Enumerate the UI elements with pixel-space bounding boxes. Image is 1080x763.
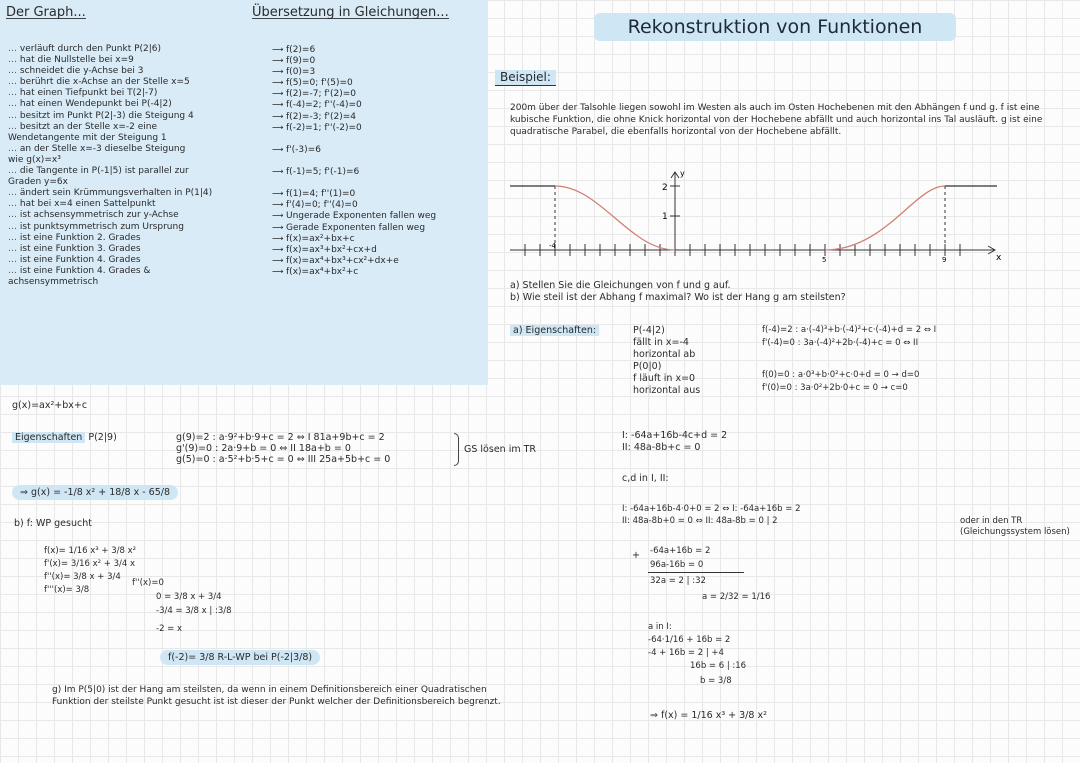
addition-4: a = 2/32 = 1/16 — [702, 592, 771, 602]
statement-item: … ist eine Funktion 3. Grades — [8, 244, 266, 255]
g-equation-3: g(5)=0 : a·5²+b·5+c = 0 ⇔ III 25a+5b+c = 0 — [176, 454, 391, 465]
equation-item: ⟶ f(-2)=1; f''(-2)=0 — [272, 122, 482, 133]
solve-step-2: -3/4 = 3/8 x | :3/8 — [156, 606, 232, 616]
page-title: Rekonstruktion von Funktionen — [594, 13, 956, 41]
equation-item — [272, 133, 482, 144]
curve-f — [555, 186, 675, 250]
wp-result — [160, 652, 320, 663]
statement-item: … ist achsensymmetrisch zur y-Achse — [8, 210, 266, 221]
statement-item: … berührt die x-Achse an der Stelle x=5 — [8, 77, 266, 88]
f-function: f(x)= 1/16 x³ + 3/8 x² — [44, 546, 137, 556]
solve-note: GS lösen im TR — [464, 444, 537, 455]
solve-step-1: 0 = 3/8 x + 3/4 — [156, 592, 222, 602]
statement-item: … ändert sein Krümmungsverhalten in P(1|4) — [8, 188, 266, 199]
properties-label: Eigenschaften — [12, 432, 85, 443]
example-label: Beispiel: — [495, 70, 556, 86]
a-sub-step-2: -4 + 16b = 2 | +4 — [648, 648, 724, 658]
g-result — [12, 487, 178, 498]
statement-item: … ist eine Funktion 4. Grades — [8, 255, 266, 266]
brace — [454, 433, 459, 466]
plus-sign: + — [632, 550, 640, 561]
question-b: b) Wie steil ist der Abhang f maximal? Wo ist der Hang g am steilsten? — [510, 292, 846, 303]
curve-g — [825, 186, 945, 250]
question-a: a) Stellen Sie die Gleichungen von f und g auf. — [510, 280, 731, 291]
statement-list — [8, 44, 266, 288]
part-b-label: b) f: WP gesucht — [14, 518, 92, 529]
a-properties-label — [510, 325, 599, 336]
property-item: P(0|0) — [633, 361, 662, 372]
statement-item: Wendetangente mit der Steigung 1 — [8, 132, 167, 143]
statement-item: … besitzt an der Stelle x=-2 eine — [8, 122, 266, 133]
f-third-derivative: f'''(x)= 3/8 — [44, 585, 90, 595]
a-substitution: a in I: — [648, 622, 672, 632]
statement-item: … schneidet die y-Achse bei 3 — [8, 66, 266, 77]
g-equation-1: g(9)=2 : a·9²+b·9+c = 2 ⇔ I 81a+9b+c = 2 — [176, 432, 385, 443]
equation-item: ⟶ f(x)=ax³+bx²+cx+d — [272, 244, 482, 255]
property-item: fällt in x=-4 — [633, 337, 689, 348]
translation-heading: Übersetzung in Gleichungen... — [252, 5, 449, 20]
property-item: horizontal ab — [633, 349, 696, 360]
solve-head: f''(x)=0 — [132, 578, 164, 588]
equation-item: ⟶ Ungerade Exponenten fallen weg — [272, 210, 482, 221]
f-second-derivative: f''(x)= 3/8 x + 3/4 — [44, 572, 121, 582]
statement-item: … an der Stelle x=-3 dieselbe Steigung — [8, 144, 266, 155]
addition-1: -64a+16b = 2 — [650, 546, 711, 556]
x-label-minus4: -4 — [549, 242, 556, 250]
statement-item: … ist eine Funktion 2. Grades — [8, 233, 266, 244]
statement-item: … besitzt im Punkt P(2|-3) die Steigung 4 — [8, 111, 266, 122]
eq-f-minus4: f(-4)=2 : a·(-4)³+b·(-4)²+c·(-4)+d = 2 ⇔ I — [762, 325, 937, 335]
equation-item: ⟶ f(x)=ax²+bx+c — [272, 233, 482, 244]
statement-item: … ist eine Funktion 4. Grades & — [8, 266, 266, 277]
equation-item: ⟶ f(1)=4; f''(1)=0 — [272, 188, 482, 199]
equation-item: ⟶ f'(-3)=6 — [272, 144, 482, 155]
property-item: P(-4|2) — [633, 325, 665, 336]
equation-item: ⟶ f(2)=6 — [272, 44, 482, 55]
substitute-note: c,d in I, II: — [622, 473, 669, 484]
statement-item: … hat einen Tiefpunkt bei T(2|-7) — [8, 88, 266, 99]
statement-item: … verläuft durch den Punkt P(2|6) — [8, 44, 266, 55]
addition-line — [648, 572, 744, 573]
statement-item: … die Tangente in P(-1|5) ist parallel zur — [8, 166, 266, 177]
x-axis-label: x — [996, 253, 1002, 263]
equation-item: ⟶ f(5)=0; f'(5)=0 — [272, 77, 482, 88]
solve-step-3: -2 = x — [156, 624, 183, 634]
statement-item: … ist punktsymmetrisch zum Ursprung — [8, 222, 266, 233]
g-general-form: g(x)=ax²+bx+c — [12, 400, 88, 411]
property-item: horizontal aus — [633, 385, 701, 396]
g-equation-2: g'(9)=0 : 2a·9+b = 0 ⇔ II 18a+b = 0 — [176, 443, 351, 454]
statement-item: … hat einen Wendepunkt bei P(-4|2) — [8, 99, 266, 110]
translation-table — [0, 0, 488, 385]
properties-point: P(2|9) — [88, 432, 117, 443]
f-first-derivative: f'(x)= 3/16 x² + 3/4 x — [44, 559, 135, 569]
function-graph — [505, 166, 1005, 266]
x-label-9: 9 — [942, 256, 947, 264]
statement-item: wie g(x)=x³ — [8, 154, 61, 165]
equation-item: ⟶ f(-1)=5; f'(-1)=6 — [272, 166, 482, 177]
equation-item: ⟶ f(9)=0 — [272, 55, 482, 66]
eq-f-0: f(0)=0 : a·0³+b·0²+c·0+d = 0 → d=0 — [762, 370, 920, 380]
g-result-highlight: ⇒ g(x) = -1/8 x² + 18/8 x - 65/8 — [12, 485, 178, 500]
system-eq-3: I: -64a+16b-4·0+0 = 2 ⇔ I: -64a+16b = 2 — [622, 504, 801, 514]
y-axis-label: y — [680, 169, 685, 178]
equation-item — [272, 155, 482, 166]
property-item: f läuft in x=0 — [633, 373, 696, 384]
a-properties-highlight: a) Eigenschaften: — [510, 325, 599, 336]
equation-item: ⟶ f'(4)=0; f''(4)=0 — [272, 199, 482, 210]
addition-3: 32a = 2 | :32 — [650, 576, 706, 586]
a-properties-list — [633, 325, 700, 397]
wp-result-highlight: f(-2)= 3/8 R-L-WP bei P(-2|3/8) — [160, 650, 320, 665]
example-intro: 200m über der Talsohle liegen sowohl im Westen als auch im Osten Hochebenen mit den Abhängen f und g. f ist eine kubische Funktion, die ohne Knick horizontal von der Hochebene abfällt und auch horizontal ins Tal ausläuft. g ist eine quadratische Parabel, die ebenfalls horizontal von der Hochebene abfällt. — [510, 103, 1043, 137]
system-eq-2: II: 48a-8b+c = 0 — [622, 442, 701, 453]
x-label-5: 5 — [822, 256, 827, 264]
equation-item: ⟶ f(2)=-3; f'(2)=4 — [272, 111, 482, 122]
equation-list — [272, 44, 482, 288]
equation-item — [272, 177, 482, 188]
y-label-1: 1 — [662, 212, 668, 222]
a-sub-step-4: b = 3/8 — [700, 676, 732, 686]
equation-item: ⟶ f(x)=ax⁴+bx²+c — [272, 266, 482, 277]
a-sub-step-3: 16b = 6 | :16 — [690, 661, 747, 671]
statement-item: … hat bei x=4 einen Sattelpunkt — [8, 199, 266, 210]
equation-item — [272, 277, 482, 288]
system-eq-1: I: -64a+16b-4c+d = 2 — [622, 430, 728, 441]
equation-item: ⟶ f(x)=ax⁴+bx³+cx²+dx+e — [272, 255, 482, 266]
a-sub-step-1: -64·1/16 + 16b = 2 — [648, 635, 731, 645]
addition-2: 96a-16b = 0 — [650, 560, 704, 570]
equation-item: ⟶ f(0)=3 — [272, 66, 482, 77]
statement-item: … hat die Nullstelle bei x=9 — [8, 55, 266, 66]
properties-line — [12, 432, 117, 443]
part-g-note: g) Im P(5|0) ist der Hang am steilsten, da wenn in einem Definitionsbereich einer Quadratischen Funktion der steilste Punkt gesucht ist ist dieser der Punkt welcher der Definitionsbereich begrenzt. — [52, 685, 501, 707]
system-tr-note: oder in den TR (Gleichungssystem lösen) — [960, 516, 1070, 537]
statement-item: Graden y=6x — [8, 177, 68, 188]
system-eq-4: II: 48a-8b+0 = 0 ⇔ II: 48a-8b = 0 | 2 — [622, 516, 778, 526]
equation-item: ⟶ f(2)=-7; f'(2)=0 — [272, 88, 482, 99]
eq-fprime-0: f'(0)=0 : 3a·0²+2b·0+c = 0 → c=0 — [762, 383, 908, 393]
graph-heading: Der Graph... — [6, 5, 86, 20]
final-function: ⇒ f(x) = 1/16 x³ + 3/8 x² — [650, 710, 767, 721]
eq-fprime-minus4: f'(-4)=0 : 3a·(-4)²+2b·(-4)+c = 0 ⇔ II — [762, 338, 919, 348]
y-label-2: 2 — [662, 183, 668, 193]
equation-item: ⟶ f(-4)=2; f''(-4)=0 — [272, 99, 482, 110]
equation-item: ⟶ Gerade Exponenten fallen weg — [272, 222, 482, 233]
statement-item: achsensymmetrisch — [8, 276, 99, 287]
